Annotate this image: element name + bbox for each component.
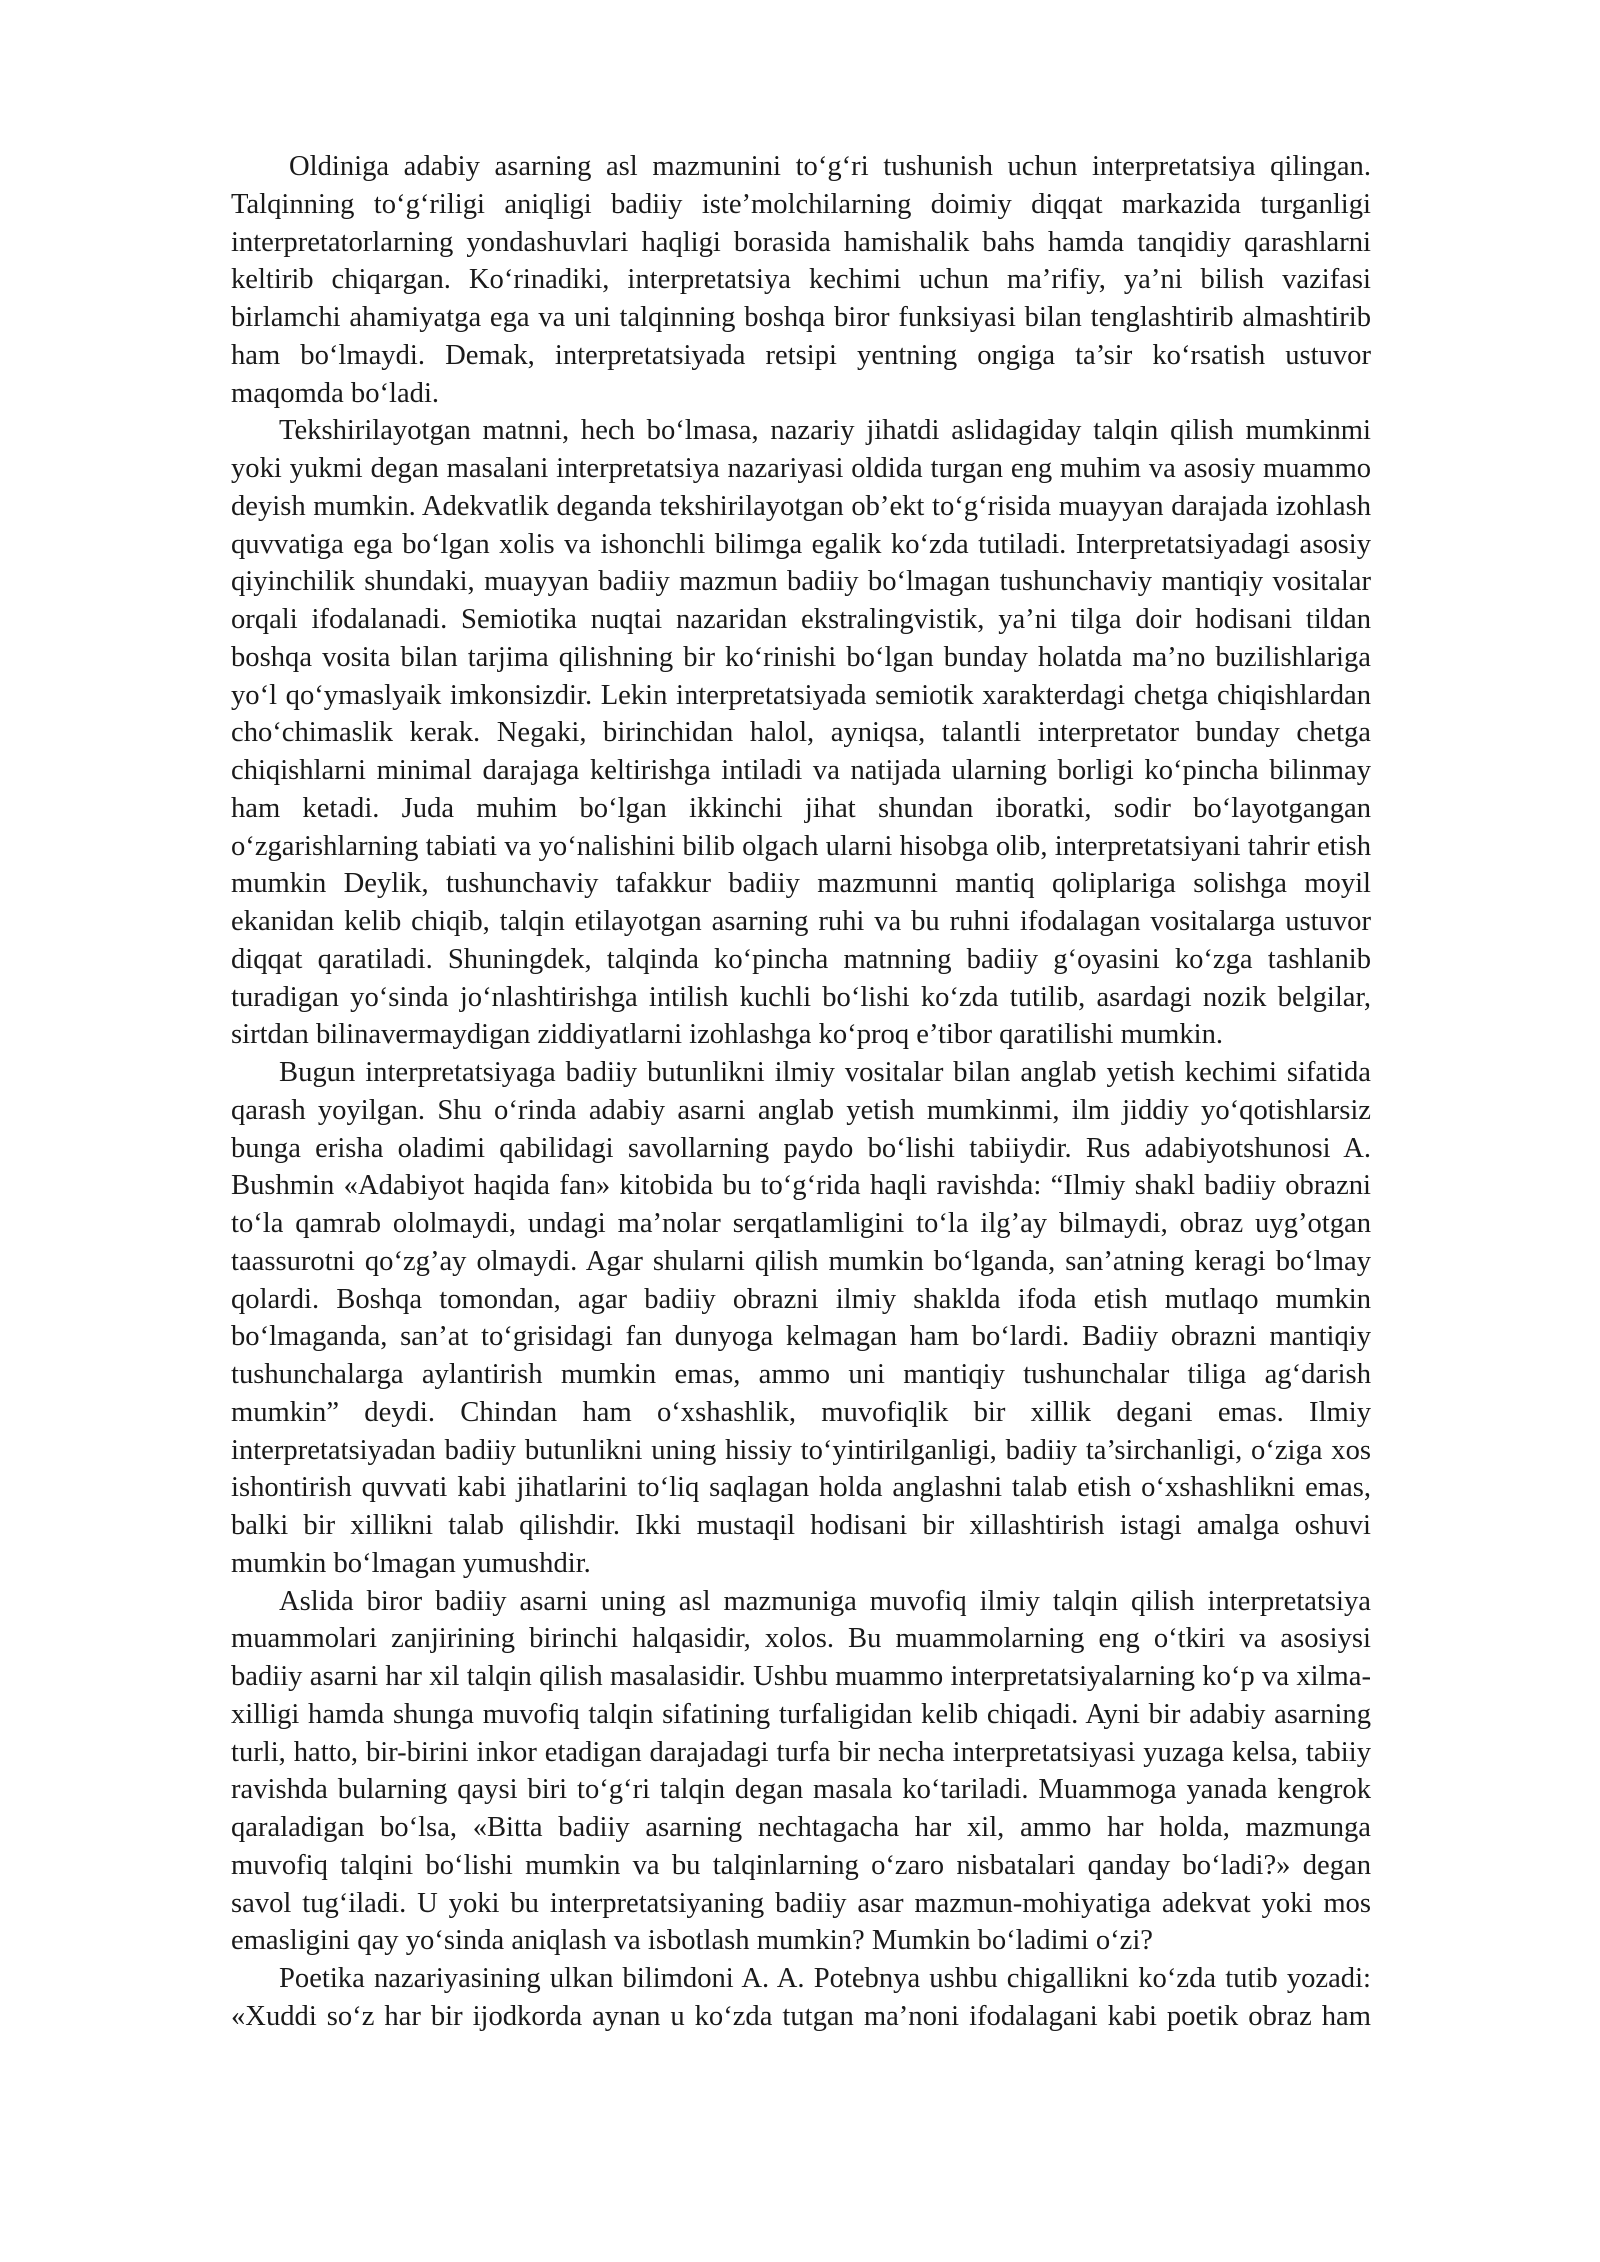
paragraph-3: Bugun interpretatsiyaga badiiy butunlikni ilmiy vositalar bilan anglab yetish kechimi sifatida qarash yoyilgan. Shu o‘rinda adabiy asarni anglab yetish mumkinmi, ilm jiddiy yo‘qotishlarsiz bunga erisha oladimi qabilidagi savollarning paydo bo‘lishi tabiiydir. Rus adabiyotshunosi A. Bushmin «Adabiyot haqida fan» kitobida bu to‘g‘rida haqli ravishda: “Ilmiy shakl badiiy obrazni to‘la qamrab ololmaydi, undagi ma’nolar serqatlamligini to‘la ilg’ay bilmaydi, obraz uyg’otgan taassurotni qo‘zg’ay olmaydi. Agar shularni qilish mumkin bo‘lganda, san’atning keragi bo‘lmay qolardi. Boshqa tomondan, agar badiiy obrazni ilmiy shaklda ifoda etish mutlaqo mumkin bo‘lmaganda, san’at to‘grisidagi fan dunyoga kelmagan ham bo‘lardi. Badiiy obrazni mantiqiy tushunchalarga aylantirish mumkin emas, ammo uni mantiqiy tushunchalar tiliga ag‘darish mumkin” deydi. Chindan ham o‘xshashlik, muvofiqlik bir xillik degani emas. Ilmiy interpretatsiyadan badiiy butunlikni uning hissiy to‘yintirilganligi, badiiy ta’sirchanligi, o‘ziga xos ishontirish quvvati kabi jihatlarini to‘liq saqlagan holda anglashni talab etish o‘xshashlikni emas, balki bir xillikni talab qilishdir. Ikki mustaqil hodisani bir xillashtirish istagi amalga oshuvi mumkin bo‘lmagan yumushdir. [231,1057,1371,1579]
paragraph-4: Aslida biror badiiy asarni uning asl mazmuniga muvofiq ilmiy talqin qilish interpretatsiya muammolari zanjirining birinchi halqasidir, xolos. Bu muammolarning eng o‘tkiri va asosiysi badiiy asarni har xil talqin qilish masalasidir. Ushbu muammo interpretatsiyalarning ko‘p va xilma-xilligi hamda shunga muvofiq talqin sifatining turfaligidan kelib chiqadi. Ayni bir adabiy asarning turli, hatto, bir-birini inkor etadigan darajadagi turfa bir necha interpretatsiyasi yuzaga kelsa, tabiiy ravishda bularning qaysi biri to‘g‘ri talqin degan masala ko‘tariladi. Muammoga yanada kengrok qaraladigan bo‘lsa, «Bitta badiiy asarning nechtagacha har xil, ammo har holda, mazmunga muvofiq talqini bo‘lishi mumkin va bu talqinlarning o‘zaro nisbatalari qanday bo‘ladi?» degan savol tug‘iladi. U yoki bu interpretatsiyaning badiiy asar mazmun-mohiyatiga adekvat yoki mos emasligini qay yo‘sinda aniqlash va isbotlash mumkin? Mumkin bo‘ladimi o‘zi? [231,1585,1371,1957]
paragraph-5: Poetika nazariyasining ulkan bilimdoni A. A. Potebnya ushbu chigallikni ko‘zda tutib yozadi: «Xuddi so‘z har bir ijodkorda aynan u ko‘zda tutgan ma’noni ifodalagani kabi poetik obraz ham [231,1963,1371,2032]
paragraph-1: Oldiniga adabiy asarning asl mazmunini to‘g‘ri tushunish uchun interpretatsiya qilingan. Talqinning to‘g‘riligi aniqligi badiiy iste’molchilarning doimiy diqqat markazida turganligi interpretatorlarning yondashuvlari haqligi borasida hamishalik bahs hamda tanqidiy qarashlarni keltirib chiqargan. Ko‘rinadiki, interpretatsiya kechimi uchun ma’rifiy, ya’ni bilish vazifasi birlamchi ahamiyatga ega va uni talqinning boshqa biror funksiyasi bilan tenglashtirib almashtirib ham bo‘lmaydi. Demak, interpretatsiyada retsipi yentning ongiga ta’sir ko‘rsatish ustuvor maqomda bo‘ladi. [231,151,1371,409]
document-page [231,148,1371,2036]
paragraph-2: Tekshirilayotgan matnni, hech bo‘lmasa, nazariy jihatdi aslidagiday talqin qilish mumkinmi yoki yukmi degan masalani interpretatsiya nazariyasi oldida turgan eng muhim va asosiy muammo deyish mumkin. Adekvatlik deganda tekshirilayotgan ob’ekt to‘g‘risida muayyan darajada izohlash quvvatiga ega bo‘lgan xolis va ishonchli bilimga egalik ko‘zda tutiladi. Interpretatsiyadagi asosiy qiyinchilik shundaki, muayyan badiiy mazmun badiiy bo‘lmagan tushunchaviy mantiqiy vositalar orqali ifodalanadi. Semiotika nuqtai nazaridan ekstralingvistik, ya’ni tilga doir hodisani tildan boshqa vosita bilan tarjima qilishning bir ko‘rinishi bo‘lgan bunday holatda ma’no buzilishlariga yo‘l qo‘ymaslyaik imkonsizdir. Lekin interpretatsiyada semiotik xarakterdagi chetga chiqishlardan cho‘chimaslik kerak. Negaki, birinchidan halol, ayniqsa, talantli interpretator bunday chetga chiqishlarni minimal darajaga keltirishga intiladi va natijada ularning borligi ko‘pincha bilinmay ham ketadi. Juda muhim bo‘lgan ikkinchi jihat shundan iboratki, sodir bo‘layotgangan o‘zgarishlarning tabiati va yo‘nalishini bilib olgach ularni hisobga olib, interpretatsiyani tahrir etish mumkin Deylik, tushunchaviy tafakkur badiiy mazmunni mantiq qoliplariga solishga moyil ekanidan kelib chiqib, talqin etilayotgan asarning ruhi va bu ruhni ifodalagan vositalarga ustuvor diqqat qaratiladi. Shuningdek, talqinda ko‘pincha matnning badiiy g‘oyasini ko‘zga tashlanib turadigan yo‘sinda jo‘nlashtirishga intilish kuchli bo‘lishi ko‘zda tutilib, asardagi nozik belgilar, sirtdan bilinavermaydigan ziddiyatlarni izohlashga ko‘proq e’tibor qaratilishi mumkin. [231,415,1371,1051]
